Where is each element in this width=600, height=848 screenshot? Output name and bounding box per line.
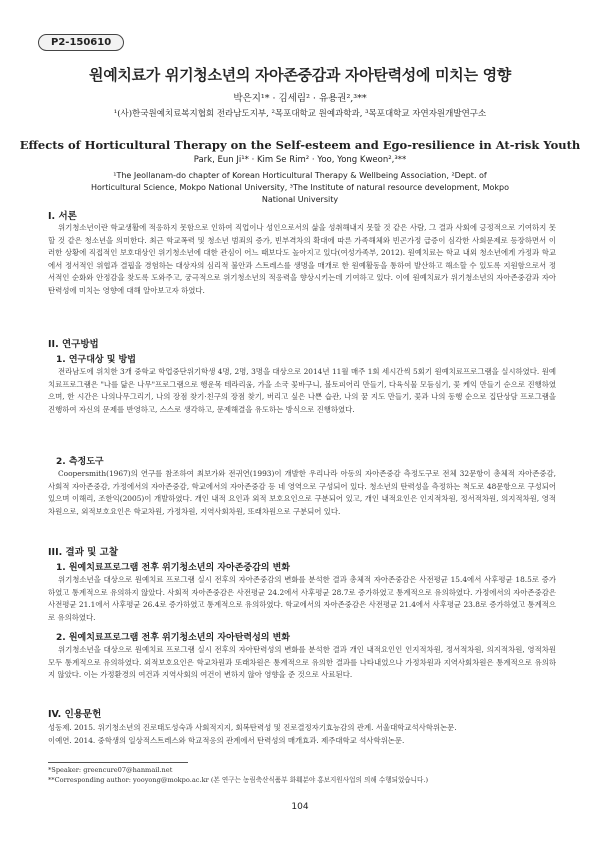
title-english: Effects of Horticultural Therapy on the Self-esteem and Ego-resilience in At-risk Youth [19, 138, 581, 152]
methods-paragraph-2: Coopersmith(1967)의 연구를 참조하여 최보가와 전귀연(1993)이 개발한 우리나라 아동의 자아존중감 측정도구로 전체 32문항이 총체적 자아존중감, 사회적 자아존중감, 가정에서의 자아존중감, 학교에서의 자아존중감 등 네 영역으로 구성되어 있다. 청소년의 탄력성을 측정하는 척도로 48문항으로 구성되어 있으며 이해리, 조한익(2005)이 개발하였다. 개인 내적 요인과 외적 보호요인으로 구분되어 있고, 개인 내적요인은 인지적차원, 정서적차원, 의지적차원, 영적차원으로, 외적보호요인은 학교차원, 가정차원, 지역사회차원, 또래차원으로 구분되어 있다. [48, 469, 556, 516]
footnote-divider [48, 762, 188, 763]
footnote-speaker: *Speaker: greencure07@hanmail.net [48, 766, 173, 774]
affiliation-korean: ¹(사)한국원예치료복지협회 전라남도지부, ²목포대학교 원예과학과, ³목포대학교 자연자원개발연구소 [113, 109, 487, 119]
authors-korean: 박은지¹* · 김세림² · 유용권²,³** [233, 93, 367, 104]
results-paragraph-1: 위기청소년을 대상으로 원예치료 프로그램 실시 전후의 자아존중감의 변화를 분석한 결과 총체적 자아존중감은 사전평균 15.4에서 사후평균 18.5로 증가하였고 통계적으로 유의하지 않았다. 사회적 자아존중감은 사전평균 24.2에서 사후평균 28.7로 증가하였고 통계적으로 유의하였다. 가정에서의 자아존중감은 사전평균 21.1에서 사후평균 26.4로 증가하였고 통계적으로 유의하였다. 학교에서의 자아존중감은 사전평균 21.4에서 사후평균 23.8로 증가하였고 통계적으로 유의하였다. [48, 575, 557, 622]
footnotes [48, 765, 556, 785]
reference-item: 성동제. 2015. 위기청소년의 진로태도성숙과 사회적지지, 회복탄력성 및 진로결정자기효능감의 관계. 서울대학교석사학위논문. [48, 723, 457, 732]
footnote-corresponding: **Corresponding author: yooyong@mokpo.ac.kr (본 연구는 농림축산식품부 화훼분야 홍보지원사업의 의해 수행되었습니다.) [48, 776, 429, 784]
references-list [48, 722, 556, 747]
session-badge: P2-150610 [38, 34, 124, 51]
intro-paragraph: 위기청소년이란 학교생활에 적응하지 못함으로 인하여 직업이나 성인으로서의 삶을 성취해내지 못할 것 같은 사람, 그 결과 사회에 긍정적으로 기여하지 못할 것 같은 청소년을 의미한다. 최근 학교폭력 및 청소년 범죄의 증가, 빈부격차의 확대에 따른 가족해체와 빈곤가정 급증이 심각한 사회문제로 등장하면서 이러한 상황에 직접적인 보호대상인 위기청소년에 대한 관심이 어느 때보다도 높아지고 있다(여성가족부, 2012). 원예치료는 학교 내외 청소년에게 가정과 학교에서 정서적인 위협과 결핍을 경험하는 대상자의 심리적 불안과 스트레스를 생명을 매개로 한 원예활동을 통하여 발산하고 해소할 수 있도록 지원함으로서 정서적인 순화와 안정감을 찾도록 도와주고, 궁극적으로 위기청소년의 적응력을 향상시키는데 기여하고 있다. 이에 원예치료가 위기청소년의 자아존중감과 자아탄력성에 미치는 영향에 대해 알아보고자 하였다. [48, 223, 556, 295]
methods-subheading-1: 1. 연구대상 및 방법 [56, 355, 136, 365]
intro-heading: I. 서론 [48, 211, 77, 222]
methods-heading: II. 연구방법 [48, 339, 99, 350]
methods-subheading-2: 2. 측정도구 [56, 457, 104, 467]
authors-english: Park, Eun Ji¹* · Kim Se Rim² · Yoo, Yong Kweon²,³** [193, 155, 407, 165]
page-number: 104 [291, 802, 309, 812]
results-heading: III. 결과 및 고찰 [48, 547, 119, 558]
references-heading: IV. 인용문헌 [48, 709, 102, 720]
results-subheading-2: 2. 원예치료프로그램 전후 위기청소년의 자아탄력성의 변화 [56, 633, 291, 643]
affiliation-english: ¹The Jeollanam-do chapter of Korean Horticultural Therapy & Wellbeing Association, ²Dept. of Horticultural Science, Mokpo National University, ³The Institute of natural resource development, Mokpo National University [91, 171, 509, 204]
reference-item: 이예연. 2014. 중학생의 일상적스트레스와 학교적응의 관계에서 탄력성의 매개효과. 제주대학교 석사학위논문. [48, 735, 405, 745]
results-paragraph-2: 위기청소년을 대상으로 원예치료 프로그램 실시 전후의 자아탄력성의 변화를 분석한 결과 개인 내적요인인 인지적차원, 정서적차원, 의지적차원, 영적차원 모두 통계적으로 유의하였다. 외적보호요인은 학교차원과 또래차원은 통계적으로 유의한 결과를 나타내었으나 가정차원과 지역사회차원은 통계적으로 유의하지 않았다. 이는 가정환경의 여건과 지역사회의 여건이 변하지 않아 영향을 준 것으로 사료된다. [48, 645, 556, 680]
methods-paragraph-1: 전라남도에 위치한 3개 중학교 학업중단위기학생 4명, 2명, 3명을 대상으로 2014년 11월 매주 1회 세시간씩 5회기 원예치료프로그램을 실시하였다. 원예치료프로그램은 "나를 닮은 나무"프로그램으로 행운목 테라리움, 가을 소국 꽃바구니, 볼토피어리 만들기, 다육식물 모듬심기, 꽃 케익 만들기 순으로 진행하였으며, 한 시간은 나의나무그리기, 나의 장점 찾기·친구의 장점 찾기, 버리고 싶은 나쁜 습관, 나의 꿈 지도 만들기, 꽃과 나의 동행 순으로 집단상담 프로그램을 진행하여 자신의 문제를 반영하고, 스스로 생각하고, 문제해결을 유도하는 방식으로 진행하였다. [48, 367, 556, 414]
title-korean: 원예치료가 위기청소년의 자아존중감과 자아탄력성에 미치는 영향 [89, 66, 511, 84]
results-subheading-1: 1. 원예치료프로그램 전후 위기청소년의 자아존중감의 변화 [56, 563, 291, 573]
